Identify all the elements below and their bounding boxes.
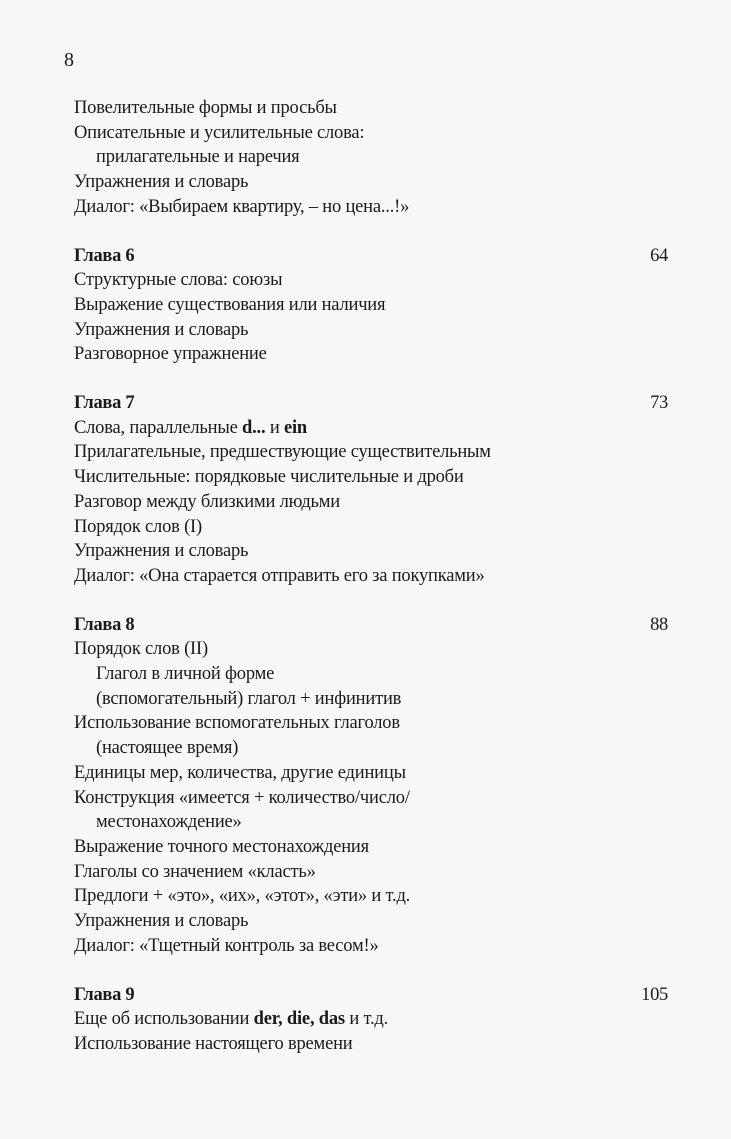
chapter-page-number: 105	[641, 984, 668, 1005]
intro-block	[74, 96, 668, 220]
toc-entry: Повелительные формы и просьбы	[74, 98, 337, 118]
toc-entry: Диалог: «Тщетный контроль за весом!»	[74, 935, 379, 956]
chapter-heading	[74, 244, 668, 269]
toc-entry: Описательные и усилительные слова:	[74, 122, 365, 143]
toc-entry: Упражнения и словарь	[74, 911, 249, 932]
chapter-block	[74, 244, 668, 368]
chapter-page-number: 64	[650, 245, 668, 266]
chapter-heading	[74, 613, 668, 638]
page-number: 8	[64, 49, 74, 71]
chapter-title: Глава 9	[74, 984, 135, 1005]
toc-entry: Прилагательные, предшествующие существительным	[74, 442, 491, 463]
toc-entry: Порядок слов (II)	[74, 639, 208, 660]
toc-entry: Разговор между близкими людьми	[74, 491, 340, 512]
toc-entry: Упражнения и словарь	[74, 319, 249, 340]
chapter-page-number: 88	[650, 614, 668, 635]
toc-entry: Конструкция «имеется + количество/число/	[74, 787, 410, 808]
toc-entry: Предлоги + «это», «их», «этот», «эти» и т.д.	[74, 886, 411, 907]
toc-entry: Глагол в личной форме	[96, 664, 275, 685]
chapters-list	[74, 244, 668, 1057]
toc-entry: прилагательные и наречия	[96, 147, 300, 168]
toc-entry: Глаголы со значением «класть»	[74, 861, 316, 882]
toc-entry: Еще об использовании der, die, das и т.д.	[74, 1009, 389, 1030]
toc-entry: Выражение существования или наличия	[74, 294, 386, 315]
chapter-block	[74, 391, 668, 589]
toc-entry: местонахождение»	[96, 812, 242, 833]
chapter-heading	[74, 391, 668, 416]
chapter-block	[74, 613, 668, 959]
toc-entry: Использование вспомогательных глаголов	[74, 713, 400, 734]
toc-entry: Единицы мер, количества, другие единицы	[74, 762, 406, 783]
toc-entry: Упражнения и словарь	[74, 541, 249, 562]
chapter-page-number: 73	[650, 393, 668, 414]
toc-entry: Выражение точного местонахождения	[74, 836, 369, 857]
toc-entry: Порядок слов (I)	[74, 516, 202, 537]
toc-entry: Слова, параллельные d... и ein	[74, 417, 308, 438]
toc-entry: Диалог: «Она старается отправить его за покупками»	[74, 565, 485, 586]
toc-entry: Диалог: «Выбираем квартиру, – но цена...!»	[74, 196, 410, 217]
chapter-heading	[74, 983, 668, 1008]
chapter-title: Глава 8	[74, 614, 135, 635]
table-of-contents	[74, 96, 668, 1081]
toc-entry: Структурные слова: союзы	[74, 270, 283, 291]
chapter-title: Глава 6	[74, 245, 135, 266]
chapter-block	[74, 983, 668, 1057]
chapter-title: Глава 7	[74, 393, 135, 414]
toc-entry: Упражнения и словарь	[74, 172, 249, 193]
toc-entry: (вспомогательный) глагол + инфинитив	[96, 688, 402, 709]
toc-entry: Разговорное упражнение	[74, 344, 267, 365]
toc-entry: (настоящее время)	[96, 738, 239, 759]
toc-entry: Использование настоящего времени	[74, 1033, 353, 1054]
toc-entry: Числительные: порядковые числительные и дроби	[74, 467, 464, 488]
